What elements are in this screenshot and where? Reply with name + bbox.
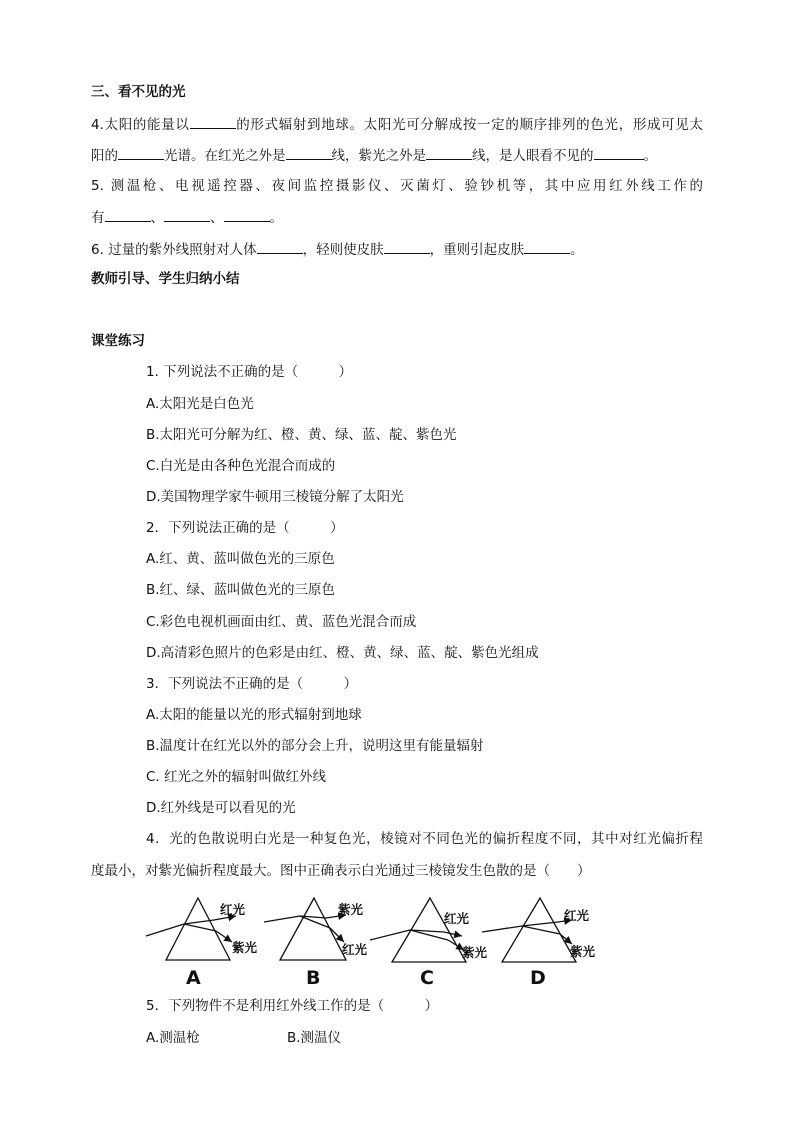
question-5-stem: 5．下列物件不是利用红外线工作的是（ ） — [146, 998, 439, 1014]
option-3d: D.红外线是可以看见的光 — [146, 800, 296, 816]
blank[interactable] — [426, 146, 472, 160]
question-2-stem: 2．下列说法正确的是（ ） — [146, 520, 344, 536]
blank[interactable] — [118, 146, 164, 160]
label-violet-a: 紫光 — [232, 940, 258, 955]
blank[interactable] — [286, 146, 332, 160]
option-3c: C. 红光之外的辐射叫做红外线 — [146, 769, 327, 785]
option-2d: D.高清彩色照片的色彩是由红、橙、黄、绿、蓝、靛、紫色光组成 — [146, 645, 539, 661]
option-1a: A.太阳光是白色光 — [146, 396, 254, 412]
option-label-c: C — [420, 967, 434, 989]
blank[interactable] — [257, 240, 303, 254]
option-3b: B.温度计在红光以外的部分会上升，说明这里有能量辐射 — [146, 738, 484, 754]
blank[interactable] — [164, 208, 210, 222]
summary-heading: 教师引导、学生归纳小结 — [91, 271, 240, 287]
option-5b: B.测温仪 — [287, 1030, 342, 1046]
question-3-stem: 3．下列说法不正确的是（ ） — [146, 676, 358, 692]
option-2a: A.红、黄、蓝叫做色光的三原色 — [146, 551, 335, 567]
option-label-a: A — [186, 967, 201, 989]
prism-b[interactable] — [264, 898, 346, 960]
blank[interactable] — [105, 208, 151, 222]
q5-line2: 有 、 、 。 — [91, 210, 283, 226]
label-violet-b: 紫光 — [338, 902, 364, 917]
q6-line: 6. 过量的紫外线照射对人体 ，轻则使皮肤 ，重则引起皮肤 。 — [91, 242, 584, 258]
blank[interactable] — [594, 146, 644, 160]
label-violet-d: 紫光 — [570, 944, 596, 959]
option-1d: D.美国物理学家牛顿用三棱镜分解了太阳光 — [146, 489, 404, 505]
label-violet-c: 紫光 — [462, 945, 488, 960]
q4-line1: 4.太阳的能量以 的形式辐射到地球。太阳光可分解成按一定的顺序排列的色光，形成可见太 — [91, 117, 703, 133]
question-1-stem: 1. 下列说法不正确的是（ ） — [146, 364, 353, 380]
prism-figure — [140, 890, 620, 990]
label-red-d: 红光 — [564, 908, 590, 923]
option-label-b: B — [306, 967, 321, 989]
option-3a: A.太阳的能量以光的形式辐射到地球 — [146, 707, 362, 723]
blank[interactable] — [224, 208, 270, 222]
question-4-stem-line1: 4．光的色散说明白光是一种复色光，棱镜对不同色光的偏折程度不同，其中对红光偏折程 — [146, 831, 703, 847]
option-5a: A.测温枪 — [146, 1030, 200, 1046]
blank[interactable] — [384, 240, 430, 254]
label-red-a: 红光 — [220, 902, 246, 917]
question-4-stem-line2: 度最小，对紫光偏折程度最大。图中正确表示白光通过三棱镜发生色散的是（ ） — [91, 863, 591, 879]
practice-heading: 课堂练习 — [91, 333, 145, 349]
label-red-b: 红光 — [342, 942, 368, 957]
prism-c[interactable] — [370, 898, 466, 962]
q5-line1: 5. 测温枪、电视遥控器、夜间监控摄影仪、灭菌灯、验钞机等，其中应用红外线工作的 — [91, 178, 703, 194]
option-2b: B.红、绿、蓝叫做色光的三原色 — [146, 582, 336, 598]
section-heading: 三、看不见的光 — [91, 84, 186, 100]
option-1b: B.太阳光可分解为红、橙、黄、绿、蓝、靛、紫色光 — [146, 427, 457, 443]
blank[interactable] — [190, 115, 236, 129]
blank[interactable] — [524, 240, 570, 254]
q4-line2: 阳的 光谱。在红光之外是 线，紫光之外是 线，是人眼看不见的 。 — [91, 148, 657, 164]
option-2c: C.彩色电视机画面由红、黄、蓝色光混合而成 — [146, 614, 417, 630]
option-1c: C.白光是由各种色光混合而成的 — [146, 458, 336, 474]
label-red-c: 红光 — [444, 911, 470, 926]
option-label-d: D — [530, 967, 546, 989]
prism-d[interactable] — [482, 898, 576, 962]
